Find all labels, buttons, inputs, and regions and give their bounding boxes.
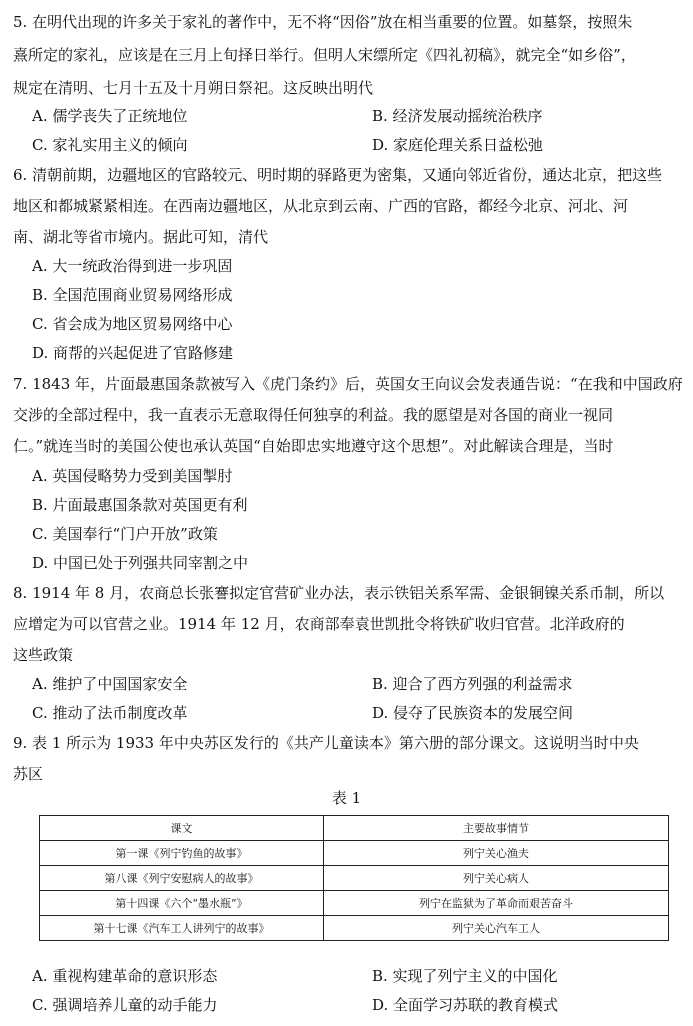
question-6-option-b[interactable]: B. 全国范围商业贸易网络形成 — [32, 286, 233, 304]
question-8-option-d[interactable]: D. 侵夺了民族资本的发展空间 — [372, 704, 574, 722]
table-cell-plot: 列宁关心病人 — [324, 866, 669, 891]
question-9-option-b[interactable]: B. 实现了列宁主义的中国化 — [372, 967, 558, 985]
table-row — [40, 866, 669, 891]
question-5-option-c[interactable]: C. 家礼实用主义的倾向 — [32, 136, 188, 154]
question-7-stem-line-2: 交涉的全部过程中，我一直表示无意取得任何独享的利益。我的愿望是对各国的商业一视同 — [13, 406, 614, 424]
question-7-stem-line-3: 仁。”就连当时的美国公使也承认英国“自始即忠实地遵守这个思想”。对此解读合理是，当时 — [13, 437, 614, 455]
table-cell-plot: 列宁在监狱为了革命而艰苦奋斗 — [324, 891, 669, 916]
question-8-option-c[interactable]: C. 推动了法币制度改革 — [32, 704, 188, 722]
question-7-option-c[interactable]: C. 美国奉行“门户开放”政策 — [32, 525, 218, 543]
table-header-plot: 主要故事情节 — [324, 816, 669, 841]
question-6-stem-line-2: 地区和都城紧紧相连。在西南边疆地区，从北京到云南、广西的官路，都经今北京、河北、河 — [13, 197, 629, 215]
question-7-stem-line-1: 7. 1843 年，片面最惠国条款被写入《虎门条约》后，英国女王向议会发表通告说：“在我和中国政府 — [13, 375, 683, 393]
question-8-option-a[interactable]: A. 维护了中国国家安全 — [32, 675, 188, 693]
lesson-table — [39, 815, 669, 941]
table-cell-plot: 列宁关心渔夫 — [324, 841, 669, 866]
table-cell-plot: 列宁关心汽车工人 — [324, 916, 669, 941]
question-9-option-d[interactable]: D. 全面学习苏联的教育模式 — [372, 996, 559, 1014]
question-6-option-a[interactable]: A. 大一统政治得到进一步巩固 — [32, 257, 233, 275]
question-5-stem-line-1: 5. 在明代出现的许多关于家礼的著作中，无不将“因俗”放在相当重要的位置。如墓祭，按照朱 — [13, 13, 633, 31]
question-9-stem-line-2: 苏区 — [13, 765, 44, 783]
question-9-stem-line-1: 9. 表 1 所示为 1933 年中央苏区发行的《共产儿童读本》第六册的部分课文。这说明当时中央 — [13, 734, 639, 752]
question-5-option-d[interactable]: D. 家庭伦理关系日益松弛 — [372, 136, 544, 154]
table-row — [40, 841, 669, 866]
table-row — [40, 916, 669, 941]
table-cell-lesson: 第十四课《六个“墨水瓶”》 — [40, 891, 324, 916]
question-5-option-b[interactable]: B. 经济发展动摇统治秩序 — [372, 107, 543, 125]
question-6-stem-line-3: 南、湖北等省市境内。据此可知，清代 — [13, 228, 269, 246]
question-6-option-d[interactable]: D. 商帮的兴起促进了官路修建 — [32, 344, 234, 362]
question-8-option-b[interactable]: B. 迎合了西方列强的利益需求 — [372, 675, 573, 693]
question-8-stem-line-1: 8. 1914 年 8 月，农商总长张謇拟定官营矿业办法，表示铁铝关系军需、金银铜镍关系币制，所以 — [13, 584, 665, 602]
question-6-option-c[interactable]: C. 省会成为地区贸易网络中心 — [32, 315, 233, 333]
question-9-option-a[interactable]: A. 重视构建革命的意识形态 — [32, 967, 218, 985]
question-7-option-b[interactable]: B. 片面最惠国条款对英国更有利 — [32, 496, 248, 514]
question-7-option-d[interactable]: D. 中国已处于列强共同宰割之中 — [32, 554, 249, 572]
question-5-stem-line-2: 熹所定的家礼，应该是在三月上旬择日举行。但明人宋缥所定《四礼初稿》，就完全“如乡俗”， — [13, 46, 636, 64]
table-cell-lesson: 第一课《列宁钓鱼的故事》 — [40, 841, 324, 866]
table-caption: 表 1 — [331, 789, 362, 807]
question-8-stem-line-2: 应增定为可以官营之业。1914 年 12 月，农商部奉袁世凯批令将铁矿收归官营。北洋政府的 — [13, 615, 625, 633]
table-cell-lesson: 第八课《列宁安慰病人的故事》 — [40, 866, 324, 891]
question-6-stem-line-1: 6. 清朝前期，边疆地区的官路较元、明时期的驿路更为密集，又通向邻近省份，通达北京，把这些 — [13, 166, 663, 184]
question-5-option-a[interactable]: A. 儒学丧失了正统地位 — [32, 107, 188, 125]
question-7-option-a[interactable]: A. 英国侵略势力受到美国掣肘 — [32, 467, 233, 485]
table-row — [40, 891, 669, 916]
question-5-stem-line-3: 规定在清明、七月十五及十月朔日祭祀。这反映出明代 — [13, 79, 374, 97]
question-9-option-c[interactable]: C. 强调培养儿童的动手能力 — [32, 996, 218, 1014]
table-header-lesson: 课文 — [40, 816, 324, 841]
table-cell-lesson: 第十七课《汽车工人讲列宁的故事》 — [40, 916, 324, 941]
table-header-row — [40, 816, 669, 841]
question-8-stem-line-3: 这些政策 — [13, 646, 74, 664]
